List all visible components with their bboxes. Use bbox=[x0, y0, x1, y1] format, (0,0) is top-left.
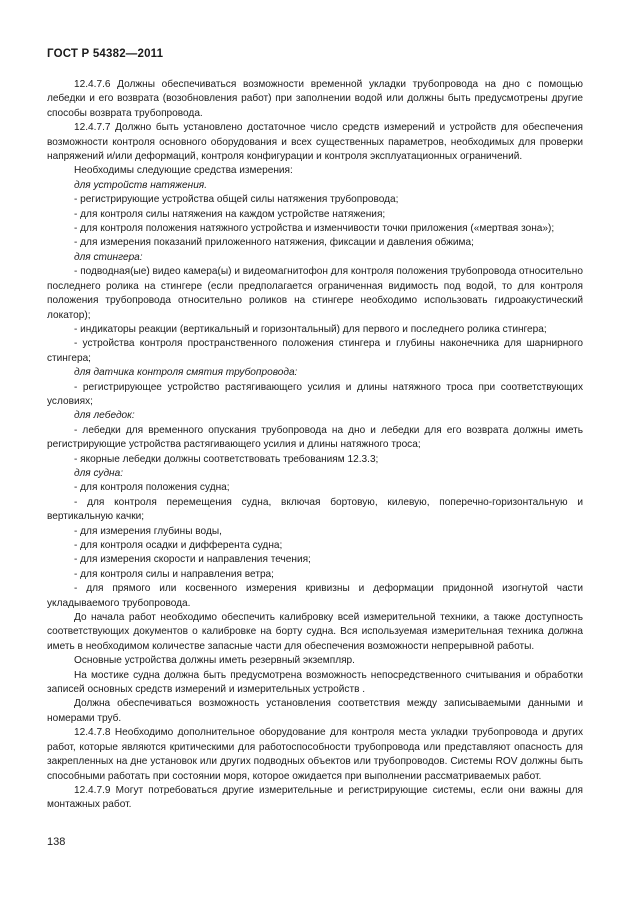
body-paragraph: - подводная(ые) видео камера(ы) и видеомагнитофон для контроля положения трубопровода относительно последнего ролика на стингере (если предполагается ограниченная видимость под водой, то для контроля положения трубопровода относительно роликов на стингере необходимо использовать гидроакустический локатор); bbox=[47, 266, 583, 321]
body-paragraph: 12.4.7.7 Должно быть установлено достаточное число средств измерений и устройств для обеспечения возможности контроля основного оборудования и всех существенных параметров, необходимых для проверки напряжений и/или деформаций, контроля конфигурации и контроля эксплуатационных ограничений. bbox=[47, 122, 583, 163]
body-paragraph: - для измерения глубины воды, bbox=[74, 525, 222, 537]
section-subheading: для лебедок: bbox=[74, 410, 135, 422]
body-paragraph: - для контроля силы натяжения на каждом устройстве натяжения; bbox=[74, 208, 386, 220]
body-paragraph: - регистрирующие устройства общей силы натяжения трубопровода; bbox=[74, 194, 399, 206]
body-paragraph: На мостике судна должна быть предусмотрена возможность непосредственного считывания и обработки записей основных средств измерений и измерительных устройств . bbox=[47, 669, 583, 696]
body-paragraph: - для контроля положения натяжного устройства и изменчивости точки приложения («мертвая зона»); bbox=[74, 223, 555, 235]
body-paragraph: 12.4.7.9 Могут потребоваться другие измерительные и регистрирующие системы, если они важны для монтажных работ. bbox=[47, 784, 583, 811]
body-paragraph: - устройства контроля пространственного положения стингера и глубины наконечника для шарнирного стингера; bbox=[47, 338, 583, 364]
body-paragraph: - для контроля перемещения судна, включая бортовую, килевую, поперечно-горизонтальную и вертикальную качки; bbox=[47, 496, 583, 523]
section-subheading: для устройств натяжения. bbox=[74, 179, 208, 191]
page-number: 138 bbox=[47, 836, 66, 848]
body-paragraph: - для контроля положения судна; bbox=[74, 482, 230, 494]
body-paragraph: - для измерения показаний приложенного натяжения, фиксации и давления обжима; bbox=[74, 237, 474, 249]
body-paragraph: - для контроля силы и направления ветра; bbox=[74, 568, 274, 580]
section-subheading: для датчика контроля смятия трубопровода: bbox=[74, 367, 298, 379]
body-paragraph: - для контроля осадки и дифферента судна; bbox=[74, 540, 283, 551]
body-paragraph: - для измерения скорости и направления течения; bbox=[74, 554, 311, 566]
body-paragraph: Должна обеспечиваться возможность установления соответствия между записываемыми данными и номерами труб. bbox=[47, 698, 583, 724]
document-header: ГОСТ Р 54382—2011 bbox=[47, 48, 164, 60]
document-body bbox=[47, 78, 583, 813]
section-subheading: для стингера: bbox=[74, 251, 143, 263]
body-paragraph: - для прямого или косвенного измерения кривизны и деформации придонной изогнутой части укладываемого трубопровода. bbox=[47, 583, 583, 609]
body-paragraph: - якорные лебедки должны соответствовать требованиям 12.3.3; bbox=[74, 453, 379, 465]
body-paragraph: - лебедки для временного опускания трубопровода на дно и лебедки для его возврата должны иметь регистрирующие устройства растягивающего усилия и длины натяжного троса; bbox=[47, 424, 583, 451]
section-subheading: для судна: bbox=[74, 467, 123, 479]
body-paragraph: 12.4.7.6 Должны обеспечиваться возможности временной укладки трубопровода на дно с помощью лебедки и его возврата (возобновления работ) при заполнении водой или должны быть предусмотрены другие способы возврата трубопровода. bbox=[47, 79, 583, 119]
body-paragraph: - регистрирующее устройство растягивающего усилия и длины натяжного троса при соответствующих условиях; bbox=[47, 381, 583, 407]
body-paragraph: До начала работ необходимо обеспечить калибровку всей измерительной техники, а также доступность соответствующих документов о калибровке на борту судна. Вся используемая измерительная техника должна иметь в необходимом количестве запасные части для обеспечения возможности непрерывной работы. bbox=[47, 612, 583, 652]
body-paragraph: - индикаторы реакции (вертикальный и горизонтальный) для первого и последнего ролика стингера; bbox=[74, 323, 547, 335]
body-paragraph: Основные устройства должны иметь резервный экземпляр. bbox=[74, 655, 355, 667]
body-paragraph: Необходимы следующие средства измерения: bbox=[74, 165, 293, 177]
body-paragraph: 12.4.7.8 Необходимо дополнительное оборудование для контроля места укладки трубопровода и других работ, которые являются критическими для работоспособности трубопровода или представляют опасность для закрепленных на дне установок или других подводных объектов или трубопроводов. Системы ROV должны быть способными работать при состоянии моря, которое ожидается при выполнении рассматриваемых работ. bbox=[47, 727, 583, 782]
